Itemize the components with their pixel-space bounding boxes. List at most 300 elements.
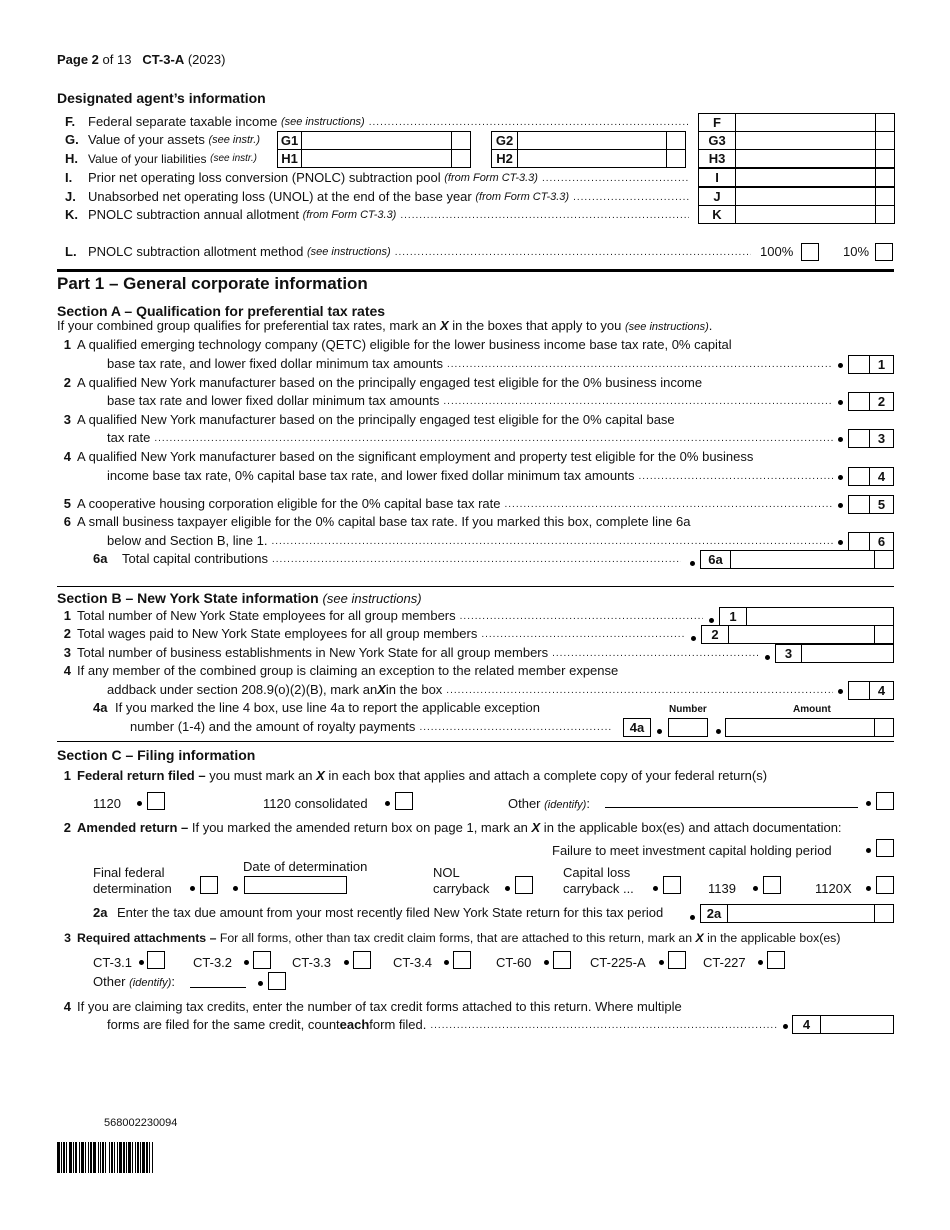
item-x: X xyxy=(316,768,325,783)
checkbox-A2[interactable] xyxy=(848,392,894,411)
line-text: Unabsorbed net operating loss (UNOL) at the end of the base year xyxy=(88,189,472,204)
line-text: Value of your liabilities xyxy=(88,152,207,166)
divider xyxy=(57,269,894,272)
field-H3[interactable] xyxy=(698,149,895,168)
form-id: CT-3-A xyxy=(142,52,185,67)
item-text: Total number of New York State employees for all group members xyxy=(77,608,456,623)
bullet-icon xyxy=(653,886,658,891)
attachment-ct-227-label: CT-227 xyxy=(703,955,746,970)
intro-text: in the boxes that apply to you xyxy=(448,318,625,333)
sectionA-item-4-line2 xyxy=(107,468,837,485)
item-text: number (1-4) and the amount of royalty payments xyxy=(130,719,416,734)
sectionA-item-6-line2 xyxy=(107,533,837,550)
item-text: forms are filed for the same credit, count xyxy=(107,1017,340,1032)
field-label: 3 xyxy=(776,645,802,662)
item-number: 4 xyxy=(63,999,71,1014)
form-1139-label: 1139 xyxy=(708,881,736,896)
checkbox-A3[interactable] xyxy=(848,429,894,448)
sectionB-title xyxy=(57,590,422,606)
field-label: J xyxy=(699,188,736,205)
bullet-icon xyxy=(866,801,871,806)
sectionA-item-2-line2 xyxy=(107,393,837,410)
item-text: form filed. xyxy=(369,1017,427,1032)
column-header-amount: Amount xyxy=(793,704,831,715)
dot-leader xyxy=(430,1017,777,1034)
dot-leader xyxy=(443,393,833,410)
bullet-icon xyxy=(385,801,390,806)
item-text: A qualified New York manufacturer based on the principally engaged test eligible for the 0% capital base xyxy=(77,412,675,427)
attachment-ct-3-2-label: CT-3.2 xyxy=(193,955,233,970)
checkbox-ct-3-3[interactable] xyxy=(353,951,371,969)
field-K[interactable] xyxy=(698,205,895,224)
checkbox-B4[interactable] xyxy=(848,681,894,700)
box-label: 4 xyxy=(869,682,893,699)
item-number: 1 xyxy=(63,768,71,783)
line-letter: J. xyxy=(65,189,76,204)
line-text: PNOLC subtraction annual allotment xyxy=(88,207,300,222)
dot-leader xyxy=(504,496,833,513)
item-text: in each box that applies and attach a complete copy of your federal return(s) xyxy=(324,768,768,783)
item-x: X xyxy=(695,931,704,945)
form-1120x-label: 1120X xyxy=(815,881,852,896)
dot-leader xyxy=(447,356,833,373)
sectionA-intro xyxy=(57,318,712,335)
sectionB-item-4 xyxy=(57,663,618,679)
sectionA-item-1 xyxy=(57,337,732,353)
item-number: 2 xyxy=(63,626,71,641)
option-1120-consolidated-label: 1120 consolidated xyxy=(263,796,368,811)
item-text: A qualified New York manufacturer based on the principally engaged test eligible for the 0% business income xyxy=(77,375,703,390)
line-note: (see instructions) xyxy=(306,246,391,258)
item-text: tax rate xyxy=(107,430,151,445)
item-heading: Required attachments – xyxy=(77,931,217,945)
sectionC-q4-line2 xyxy=(107,1017,781,1034)
bullet-icon xyxy=(657,729,662,734)
attachment-ct-3-3-label: CT-3.3 xyxy=(292,955,332,970)
dot-leader xyxy=(446,682,833,699)
item-text: in the applicable box(es) xyxy=(703,931,841,945)
item-text: Total capital contributions xyxy=(122,551,268,566)
attachment-other-input[interactable] xyxy=(190,987,246,988)
sectionA-item-3-line2 xyxy=(107,430,837,447)
line-J xyxy=(65,189,693,206)
field-label: H2 xyxy=(492,150,518,167)
dot-leader xyxy=(395,244,751,261)
date-of-determination-input[interactable] xyxy=(244,876,347,894)
field-label: 6a xyxy=(701,551,731,568)
option-1120-label: 1120 xyxy=(93,796,121,811)
line-K xyxy=(65,207,693,224)
field-G2[interactable] xyxy=(491,131,686,150)
cents-cell xyxy=(874,625,893,644)
bullet-icon xyxy=(691,636,696,641)
dot-leader xyxy=(419,719,611,736)
title-note: (see instructions) xyxy=(322,591,422,606)
line-letter: L. xyxy=(65,244,77,259)
nol-carryback-label: NOL xyxy=(433,865,460,880)
nol-carryback-label: carryback xyxy=(433,881,490,896)
cents-cell xyxy=(875,149,894,168)
bullet-icon xyxy=(233,886,238,891)
bullet-icon xyxy=(709,618,714,623)
item-text: base tax rate and lower fixed dollar minimum tax amounts xyxy=(107,393,440,408)
field-C4[interactable] xyxy=(792,1015,894,1034)
item-number: 3 xyxy=(64,931,71,945)
barcode-bar xyxy=(153,1142,156,1173)
item-text: Enter the tax due amount from your most recently filed New York State return for this tax period xyxy=(117,905,664,920)
checkbox-1120-consolidated[interactable] xyxy=(395,792,413,810)
capital-loss-label: Capital loss xyxy=(563,865,631,880)
line-letter: K. xyxy=(65,207,78,222)
item-number: 2 xyxy=(63,820,71,835)
dot-leader xyxy=(271,533,833,550)
field-B3[interactable] xyxy=(775,644,894,663)
title-text: Section B – New York State information xyxy=(57,590,319,606)
item-number: 3 xyxy=(63,412,71,427)
line-text: Prior net operating loss conversion (PNOLC) subtraction pool xyxy=(88,170,441,185)
field-label: G2 xyxy=(492,132,518,149)
sectionA-item-1-line2 xyxy=(107,356,837,373)
line-note: (see instr.) xyxy=(208,134,260,146)
field-label: H3 xyxy=(699,150,736,167)
divider xyxy=(57,741,894,742)
line-note: (from Form CT-3.3) xyxy=(302,209,397,221)
cents-cell xyxy=(451,131,470,150)
sectionC-q3 xyxy=(57,930,840,946)
checkbox-ct-227[interactable] xyxy=(767,951,785,969)
option-other-label xyxy=(508,796,590,813)
label-note: (identify) xyxy=(129,977,172,989)
line-text: PNOLC subtraction allotment method xyxy=(88,244,304,259)
bullet-icon xyxy=(716,729,721,734)
cents-cell xyxy=(875,168,894,187)
label-note: (identify) xyxy=(544,799,587,811)
attachment-ct-60-label: CT-60 xyxy=(496,955,532,970)
item-text: If any member of the combined group is claiming an exception to the related member expense xyxy=(77,663,619,678)
sectionB-item-1 xyxy=(57,608,707,625)
box-label: 5 xyxy=(869,496,893,513)
barcode-image xyxy=(57,1142,239,1173)
line-note: (see instr.) xyxy=(210,153,258,164)
bullet-icon xyxy=(838,363,843,368)
cents-cell xyxy=(875,113,894,132)
item-number: 4a xyxy=(93,700,108,715)
item-text: Total number of business establishments in New York State for all group members xyxy=(77,645,549,660)
cents-cell xyxy=(666,131,685,150)
checkbox-ct-3-2[interactable] xyxy=(253,951,271,969)
line-H xyxy=(65,151,257,167)
colon: : xyxy=(171,974,175,989)
item-text: A qualified New York manufacturer based on the significant employment and property test eligible for the 0% business xyxy=(77,449,754,464)
item-number: 1 xyxy=(63,337,71,352)
attachment-ct-3-1-label: CT-3.1 xyxy=(93,955,133,970)
item-number: 2 xyxy=(63,375,71,390)
checkbox-nol-carryback[interactable] xyxy=(515,876,533,894)
field-label: F xyxy=(699,114,736,131)
cents-cell xyxy=(874,904,893,923)
item-text: in the applicable box(es) and attach documentation: xyxy=(540,820,842,835)
other-identify-input[interactable] xyxy=(605,807,858,808)
field-label: I xyxy=(699,169,736,186)
bullet-icon xyxy=(190,886,195,891)
final-federal-label: determination xyxy=(93,881,172,896)
field-2a[interactable] xyxy=(700,904,894,923)
sectionA-item-2 xyxy=(57,375,702,391)
field-G3[interactable] xyxy=(698,131,895,150)
box-label: 3 xyxy=(869,430,893,447)
divider xyxy=(57,586,894,587)
item-text: you must mark an xyxy=(205,768,317,783)
checkbox-A5[interactable] xyxy=(848,495,894,514)
sectionB-item-4-line2 xyxy=(107,682,837,699)
bullet-icon xyxy=(137,801,142,806)
bullet-icon xyxy=(838,689,843,694)
page-header xyxy=(57,52,225,68)
field-B1[interactable] xyxy=(719,607,894,626)
line-F xyxy=(65,114,693,131)
item-number: 4 xyxy=(63,663,71,678)
sectionB-item-3 xyxy=(57,645,763,662)
field-label: H1 xyxy=(278,150,302,167)
bullet-icon xyxy=(444,960,449,965)
field-G1[interactable] xyxy=(277,131,471,150)
item-x: X xyxy=(377,682,386,697)
option-10-label: 10% xyxy=(843,244,870,259)
sectionB-item-2 xyxy=(57,626,689,643)
date-of-determination-label: Date of determination xyxy=(243,859,368,874)
cents-cell xyxy=(874,550,893,569)
sectionA-item-4 xyxy=(57,449,753,465)
sectionC-q2 xyxy=(57,820,842,836)
field-label: G3 xyxy=(699,132,736,149)
attachment-ct-3-4-label: CT-3.4 xyxy=(393,955,433,970)
checkbox-A4[interactable] xyxy=(848,467,894,486)
item-text: If you marked the amended return box on page 1, mark an xyxy=(188,820,532,835)
bullet-icon xyxy=(544,960,549,965)
sectionC-q1 xyxy=(57,768,767,784)
checkbox-1120[interactable] xyxy=(147,792,165,810)
bullet-icon xyxy=(783,1024,788,1029)
bullet-icon xyxy=(838,540,843,545)
item-text: A small business taxpayer eligible for the 0% capital base tax rate. If you marked this box, complete line 6a xyxy=(77,514,691,529)
cents-cell xyxy=(666,149,685,168)
cents-cell xyxy=(875,187,894,206)
item-text: below and Section B, line 1. xyxy=(107,533,268,548)
dot-leader xyxy=(542,170,689,187)
field-label: 4 xyxy=(793,1016,821,1033)
sectionA-item-6a xyxy=(93,551,685,568)
agent-section-title: Designated agent’s information xyxy=(57,90,266,106)
checkbox-ct-225-a[interactable] xyxy=(668,951,686,969)
checkbox-ct-3-4[interactable] xyxy=(453,951,471,969)
line-I xyxy=(65,170,693,187)
bullet-icon xyxy=(838,503,843,508)
part1-title: Part 1 – General corporate information xyxy=(57,274,368,293)
barcode-number: 568002230094 xyxy=(104,1117,178,1129)
item-text: income base tax rate, 0% capital base tax rate, and lower fixed dollar minimum tax amounts xyxy=(107,468,635,483)
item-text: in the box xyxy=(385,682,443,697)
cents-cell xyxy=(875,205,894,224)
field-I[interactable] xyxy=(698,168,895,187)
dot-leader xyxy=(272,551,681,568)
cents-cell xyxy=(451,149,470,168)
line-note: (from Form CT-3.3) xyxy=(475,191,570,203)
option-100-label: 100% xyxy=(760,244,794,259)
item-heading: Federal return filed – xyxy=(77,768,206,783)
item-emphasis: each xyxy=(339,1017,370,1032)
item-number: 4 xyxy=(63,449,71,464)
label-text: Other xyxy=(508,796,541,811)
checkbox-10-percent[interactable] xyxy=(875,243,893,261)
item-text: Total wages paid to New York State employees for all group members xyxy=(77,626,478,641)
field-label: 2a xyxy=(701,905,728,922)
dot-leader xyxy=(552,645,759,662)
item-text: base tax rate, and lower fixed dollar minimum tax amounts xyxy=(107,356,443,371)
field-label: 2 xyxy=(702,626,729,643)
checkbox-A1[interactable] xyxy=(848,355,894,374)
field-B2[interactable] xyxy=(701,625,894,644)
royalty-amount-input[interactable] xyxy=(725,718,894,737)
bullet-icon xyxy=(258,981,263,986)
field-F[interactable] xyxy=(698,113,895,132)
bullet-icon xyxy=(344,960,349,965)
item-text: addback under section 208.9(o)(2)(B), mark an xyxy=(107,682,378,697)
intro-note: (see instructions) xyxy=(624,321,709,333)
bullet-icon xyxy=(866,848,871,853)
label-text: Other xyxy=(93,974,126,989)
line-L xyxy=(65,244,755,261)
dot-leader xyxy=(154,430,833,447)
field-label: 1 xyxy=(720,608,747,625)
failure-holding-period-label: Failure to meet investment capital holding period xyxy=(552,843,832,858)
bullet-icon xyxy=(753,886,758,891)
box-label: 1 xyxy=(869,356,893,373)
item-number: 2a xyxy=(93,905,108,920)
checkbox-failure-holding-period[interactable] xyxy=(876,839,894,857)
item-number: 5 xyxy=(63,496,71,511)
form-year: (2023) xyxy=(187,52,226,67)
box-label: 4 xyxy=(869,468,893,485)
dot-leader xyxy=(460,608,703,625)
sectionA-title: Section A – Qualification for preferential tax rates xyxy=(57,303,386,319)
label-4a xyxy=(623,718,651,737)
bullet-icon xyxy=(838,400,843,405)
bullet-icon xyxy=(690,561,695,566)
bullet-icon xyxy=(690,915,695,920)
dot-leader xyxy=(369,114,689,131)
dot-leader xyxy=(573,189,689,206)
item-x: X xyxy=(531,820,541,835)
field-label: G1 xyxy=(278,132,302,149)
field-H1[interactable] xyxy=(277,149,471,168)
item-text: If you are claiming tax credits, enter the number of tax credit forms attached to this return. Where multiple xyxy=(77,999,682,1014)
item-number: 3 xyxy=(63,645,71,660)
intro-end: . xyxy=(708,318,713,333)
field-label: K xyxy=(699,206,736,223)
bullet-icon xyxy=(838,475,843,480)
checkbox-final-federal-determination[interactable] xyxy=(200,876,218,894)
item-text: If you marked the line 4 box, use line 4a to report the applicable exception xyxy=(115,700,540,715)
item-number: 1 xyxy=(63,608,71,623)
intro-text: If your combined group qualifies for preferential tax rates, mark an xyxy=(57,318,440,333)
checkbox-100-percent[interactable] xyxy=(801,243,819,261)
line-letter: I. xyxy=(65,170,73,185)
sectionC-q4 xyxy=(57,999,682,1015)
field-J[interactable] xyxy=(698,187,895,206)
final-federal-label: Final federal xyxy=(93,865,165,880)
dot-leader xyxy=(638,468,833,485)
checkbox-ct-60[interactable] xyxy=(553,951,571,969)
dot-leader xyxy=(400,207,689,224)
intro-x: X xyxy=(439,318,449,333)
line-text: Federal separate taxable income xyxy=(88,114,278,129)
capital-loss-label: carryback ... xyxy=(563,881,634,896)
exception-number-input[interactable] xyxy=(668,718,708,737)
item-heading: Amended return – xyxy=(77,820,189,835)
line-note: (see instructions) xyxy=(280,116,365,128)
bullet-icon xyxy=(758,960,763,965)
checkbox-A6[interactable] xyxy=(848,532,894,551)
box-label: 6 xyxy=(869,533,893,550)
sectionB-item-4a-line2 xyxy=(130,719,615,736)
bullet-icon xyxy=(505,886,510,891)
column-header-number: Number xyxy=(669,704,707,715)
line-note: (from Form CT-3.3) xyxy=(444,172,538,184)
checkbox-other[interactable] xyxy=(876,792,894,810)
cents-cell xyxy=(875,131,894,150)
checkbox-attachment-other[interactable] xyxy=(268,972,286,990)
attachment-other-label xyxy=(93,974,175,991)
field-label: 4a xyxy=(629,720,645,735)
box-label: 2 xyxy=(869,393,893,410)
page-count: of 13 xyxy=(102,52,132,67)
checkbox-ct-3-1[interactable] xyxy=(147,951,165,969)
item-text: A qualified emerging technology company (QETC) eligible for the lower business income base tax rate, 0% capital xyxy=(77,337,732,352)
bullet-icon xyxy=(838,437,843,442)
item-text: For all forms, other than tax credit claim forms, that are attached to this return, mark an xyxy=(216,931,696,945)
line-G xyxy=(65,132,260,148)
colon: : xyxy=(586,796,590,811)
sectionB-item-4a xyxy=(93,700,540,716)
line-letter: H. xyxy=(65,151,78,166)
cents-cell xyxy=(874,718,893,737)
checkbox-1139[interactable] xyxy=(763,876,781,894)
field-6a[interactable] xyxy=(700,550,894,569)
item-text: A cooperative housing corporation eligible for the 0% capital base tax rate xyxy=(77,496,501,511)
sectionA-item-5 xyxy=(57,496,837,513)
sectionA-item-3 xyxy=(57,412,675,428)
bullet-icon xyxy=(659,960,664,965)
sectionC-title: Section C – Filing information xyxy=(57,747,256,763)
attachment-ct-225-a-label: CT-225-A xyxy=(590,955,646,970)
line-text: Value of your assets xyxy=(88,132,205,147)
sectionC-q2a xyxy=(93,905,663,921)
sectionA-item-6 xyxy=(57,514,691,530)
checkbox-1120x[interactable] xyxy=(876,876,894,894)
item-number: 6 xyxy=(63,514,71,529)
bullet-icon xyxy=(765,655,770,660)
bullet-icon xyxy=(866,886,871,891)
dot-leader xyxy=(481,626,685,643)
item-number: 6a xyxy=(93,551,108,566)
checkbox-capital-loss-carryback[interactable] xyxy=(663,876,681,894)
page-number: Page 2 xyxy=(57,52,99,67)
line-letter: F. xyxy=(65,114,76,129)
bullet-icon xyxy=(244,960,249,965)
bullet-icon xyxy=(139,960,144,965)
field-H2[interactable] xyxy=(491,149,686,168)
line-letter: G. xyxy=(65,132,79,147)
